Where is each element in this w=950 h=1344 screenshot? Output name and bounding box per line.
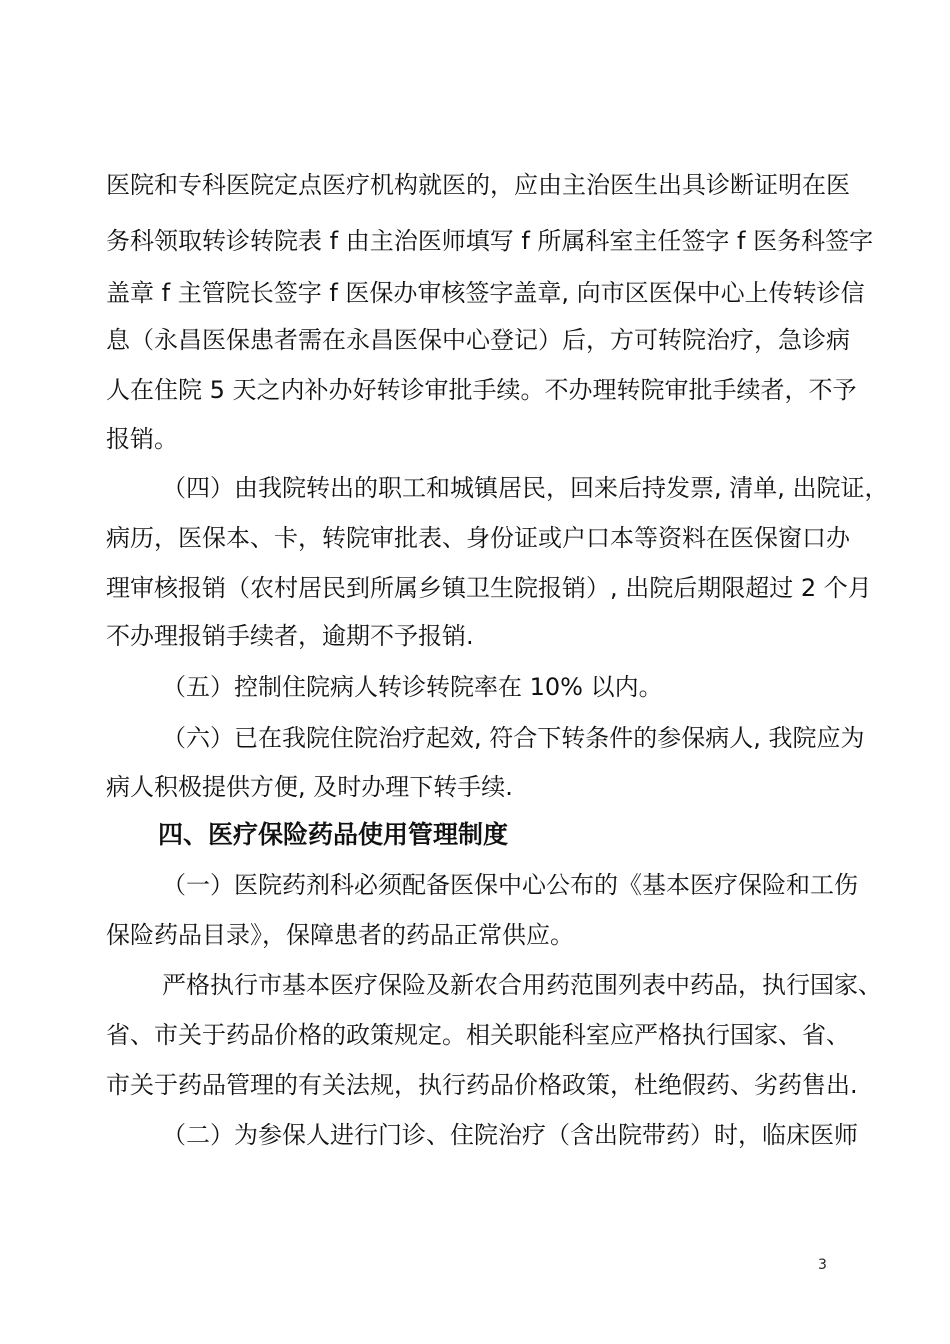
paragraph-line: （四）由我院转出的职工和城镇居民，回来后持发票, 清单, 出院证，: [162, 474, 889, 502]
paragraph-line: 报销。: [106, 425, 178, 453]
paragraph-line: （五）控制住院病人转诊转院率在 10% 以内。: [162, 673, 663, 701]
paragraph-line: （一）医院药剂科必须配备医保中心公布的《基本医疗保险和工伤: [162, 871, 858, 899]
paragraph-line: 省、市关于药品价格的政策规定。相关职能科室应严格执行国家、省、: [106, 1021, 850, 1049]
paragraph-line: 不办理报销手续者，逾期不予报销.: [106, 622, 474, 650]
paragraph-line: 人在住院 5 天之内补办好转诊审批手续。不办理转院审批手续者，不予: [106, 376, 857, 404]
paragraph-line: 病历，医保本、卡，转院审批表、身份证或户口本等资料在医保窗口办: [106, 524, 850, 552]
page-number: 3: [818, 1257, 827, 1273]
paragraph-line: 市关于药品管理的有关法规，执行药品价格政策，杜绝假药、劣药售出.: [106, 1071, 858, 1099]
paragraph-line: 务科领取转诊转院表 f 由主治医师填写 f 所属科室主任签字 f 医务科签字: [106, 227, 874, 255]
paragraph-line: 理审核报销（农村居民到所属乡镇卫生院报销）, 出院后期限超过 2 个月: [106, 574, 872, 602]
paragraph-line: （二）为参保人进行门诊、住院治疗（含出院带药）时，临床医师: [162, 1121, 858, 1149]
paragraph-line: 医院和专科医院定点医疗机构就医的，应由主治医生出具诊断证明在医: [106, 171, 850, 199]
section-heading: 四、医疗保险药品使用管理制度: [158, 820, 509, 849]
paragraph-line: 严格执行市基本医疗保险及新农合用药范围列表中药品，执行国家、: [162, 971, 882, 999]
paragraph-line: 病人积极提供方便, 及时办理下转手续.: [106, 773, 513, 801]
paragraph-line: 保险药品目录》，保障患者的药品正常供应。: [106, 921, 574, 949]
paragraph-line: 盖章 f 主管院长签字 f 医保办审核签字盖章, 向市区医保中心上传转诊信: [106, 279, 865, 307]
paragraph-line: 息（永昌医保患者需在永昌医保中心登记）后，方可转院治疗，急诊病: [106, 326, 850, 354]
paragraph-line: （六）已在我院住院治疗起效, 符合下转条件的参保病人, 我院应为: [162, 724, 865, 752]
